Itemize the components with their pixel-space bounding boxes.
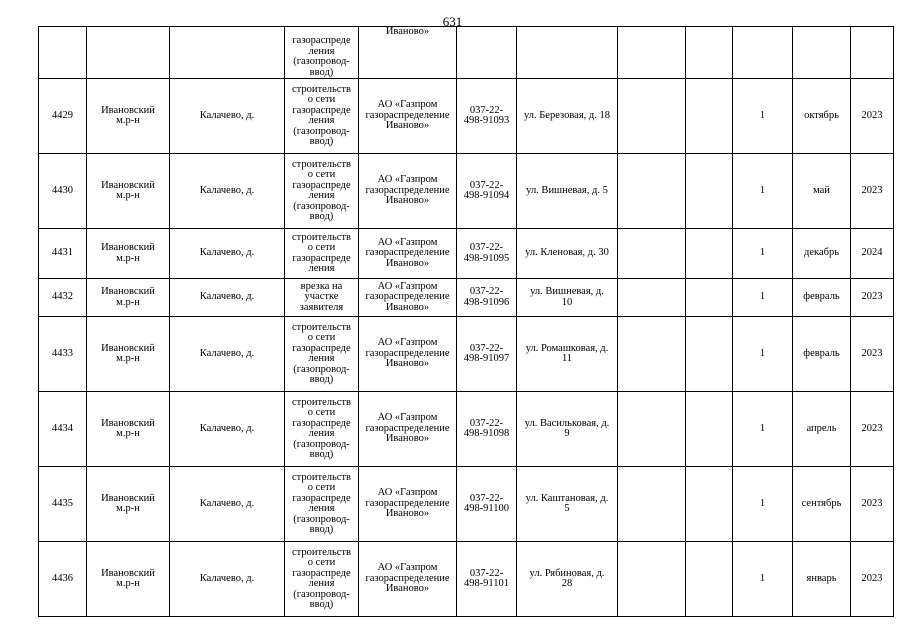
cell-work-type-line: ввод)	[309, 66, 334, 78]
cell-work-type-line: строительств	[292, 471, 351, 483]
cell-code-line: 498-91095	[463, 252, 510, 264]
cell-year: 2023	[851, 392, 894, 467]
cell-work-type-line: (газопровод-	[293, 363, 350, 375]
cell-organization-line: Иваново»	[385, 358, 430, 370]
cell-code-line: 498-91096	[463, 296, 510, 308]
cell-address	[517, 392, 618, 467]
cell-work-type-line: о сети	[307, 557, 336, 568]
table-row-continued	[39, 27, 894, 79]
cell-work-type-line: ввод)	[309, 211, 334, 222]
cell-address-line: ул. Березовая, д. 18	[524, 109, 610, 121]
cell-empty	[686, 392, 733, 467]
cell-empty	[618, 317, 686, 392]
cell-organization-line: газораспределение	[365, 497, 450, 509]
cell-empty	[170, 27, 285, 79]
cell-number: 4435	[39, 467, 87, 542]
cell-number: 4429	[39, 79, 87, 154]
cell-empty	[618, 79, 686, 154]
cell-count: 1	[733, 229, 793, 279]
cell-address	[517, 154, 618, 229]
cell-district	[87, 154, 170, 229]
cell-organization-line: газораспределение	[365, 247, 450, 259]
cell-district-line: Ивановский	[101, 104, 155, 116]
cell-work-type-line: ления	[308, 263, 335, 274]
cell-organization	[359, 317, 457, 392]
cell-work-type-line: строительств	[292, 546, 351, 558]
cell-organization-line: АО «Газпром	[377, 99, 438, 111]
cell-year: 2023	[851, 79, 894, 154]
cell-empty	[618, 467, 686, 542]
cell-work-type-line: строительств	[292, 231, 351, 243]
cell-work-type-line: газораспреде	[292, 35, 351, 46]
cell-organization-line: Иваново»	[385, 195, 430, 207]
cell-work-type	[285, 229, 359, 279]
cell-address-line: ул. Кленовая, д. 30	[525, 247, 609, 259]
cell-year: 2023	[851, 317, 894, 392]
cell-year: 2023	[851, 467, 894, 542]
cell-month: апрель	[793, 392, 851, 467]
table-row	[39, 542, 894, 617]
cell-empty	[618, 279, 686, 317]
cell-work-type-line: газораспреде	[292, 252, 351, 264]
cell-count: 1	[733, 542, 793, 617]
cell-address-line: ул. Васильковая, д.	[524, 417, 610, 429]
page-number: 631	[442, 14, 463, 29]
cell-code-line: 498-91094	[463, 190, 510, 201]
cell-work-type-line: ления	[308, 503, 335, 514]
cell-organization	[359, 467, 457, 542]
cell-address-line: 9	[564, 428, 570, 439]
cell-organization-line: АО «Газпром	[377, 174, 438, 186]
cell-district-line: м.р-н	[116, 115, 140, 126]
cell-address	[517, 229, 618, 279]
cell-work-type-line: ввод)	[309, 599, 334, 610]
cell-work-type-line: участке	[304, 291, 339, 303]
cell-empty	[618, 542, 686, 617]
cell-work-type-line: ввод)	[309, 136, 334, 147]
cell-work-type-line: ввод)	[309, 374, 334, 385]
cell-code-line: 037-22-	[469, 492, 504, 504]
cell-empty	[686, 467, 733, 542]
cell-work-type-line: газораспреде	[292, 492, 351, 504]
cell-month: февраль	[793, 317, 851, 392]
cell-work-type-line: о сети	[307, 407, 336, 418]
table-row	[39, 154, 894, 229]
cell-work-type	[285, 79, 359, 154]
cell-organization-line: газораспределение	[365, 347, 450, 359]
cell-district	[87, 467, 170, 542]
cell-locality: Калачево, д.	[170, 279, 285, 317]
cell-district	[87, 79, 170, 154]
cell-work-type	[285, 279, 359, 317]
cell-month: сентябрь	[793, 467, 851, 542]
cell-empty	[686, 27, 733, 79]
table-row	[39, 229, 894, 279]
cell-empty	[686, 229, 733, 279]
cell-work-type-line: ления	[308, 428, 335, 439]
cell-work-type-line: строительств	[292, 321, 351, 333]
cell-month: октябрь	[793, 79, 851, 154]
cell-work-type-line: (газопровод-	[293, 125, 350, 137]
cell-organization	[359, 392, 457, 467]
cell-number: 4436	[39, 542, 87, 617]
cell-work-type-line: (газопровод-	[293, 588, 350, 600]
cell-code	[457, 467, 517, 542]
cell-work-type-line: о сети	[307, 242, 336, 253]
cell-organization-line: газораспределение	[365, 184, 450, 196]
cell-work-type	[285, 317, 359, 392]
cell-code	[457, 229, 517, 279]
cell-organization-line: газораспределение	[365, 109, 450, 121]
cell-empty	[793, 27, 851, 79]
cell-district	[87, 542, 170, 617]
cell-code	[457, 317, 517, 392]
cell-address-line: ул. Рябиновая, д.	[529, 567, 605, 579]
cell-locality: Калачево, д.	[170, 542, 285, 617]
cell-district	[87, 279, 170, 317]
cell-empty	[733, 27, 793, 79]
cell-empty	[87, 27, 170, 79]
cell-count: 1	[733, 154, 793, 229]
table-body	[39, 27, 894, 617]
cell-district-line: м.р-н	[116, 252, 140, 264]
cell-number: 4430	[39, 154, 87, 229]
cell-district	[87, 229, 170, 279]
cell-district-line: Ивановский	[101, 179, 155, 191]
cell-locality: Калачево, д.	[170, 79, 285, 154]
cell-work-type-line: о сети	[307, 94, 336, 105]
cell-work-type-line: врезка на	[300, 280, 343, 292]
cell-code-line: 498-91098	[463, 428, 510, 439]
cell-code-line: 037-22-	[469, 242, 504, 253]
cell-district	[87, 317, 170, 392]
cell-work-type-line: газораспреде	[292, 104, 351, 116]
cell-code-line: 498-91100	[463, 503, 510, 514]
cell-month: январь	[793, 542, 851, 617]
cell-address	[517, 467, 618, 542]
cell-address-line: ул. Вишневая, д. 5	[526, 184, 608, 196]
cell-number: 4431	[39, 229, 87, 279]
cell-district-line: м.р-н	[116, 190, 140, 201]
cell-work-type-line: ления	[308, 45, 335, 57]
cell-work-type-line: газораспреде	[292, 567, 351, 579]
cell-empty	[686, 154, 733, 229]
table-row	[39, 467, 894, 542]
cell-district-line: м.р-н	[116, 353, 140, 364]
cell-count: 1	[733, 467, 793, 542]
cell-work-type-line: (газопровод-	[293, 56, 350, 67]
cell-organization-line: газораспределение	[365, 572, 450, 584]
cell-code-line: 037-22-	[469, 179, 504, 191]
works-table	[38, 26, 894, 617]
cell-empty	[851, 27, 894, 79]
cell-address-line: ул. Вишневая, д.	[530, 286, 604, 297]
cell-empty	[618, 154, 686, 229]
table-row	[39, 279, 894, 317]
cell-month: декабрь	[793, 229, 851, 279]
cell-locality: Калачево, д.	[170, 154, 285, 229]
cell-district-line: м.р-н	[116, 296, 140, 308]
cell-code-line: 498-91097	[463, 353, 510, 364]
cell-district-line: Ивановский	[101, 417, 155, 429]
cell-work-type-line: заявителя	[299, 301, 344, 313]
cell-year: 2024	[851, 229, 894, 279]
cell-address-line: 10	[561, 296, 573, 308]
cell-address	[517, 279, 618, 317]
cell-district-line: Ивановский	[101, 286, 155, 297]
cell-empty	[686, 542, 733, 617]
cell-work-type-line: (газопровод-	[293, 200, 350, 212]
cell-address	[517, 79, 618, 154]
cell-empty	[686, 79, 733, 154]
cell-work-type	[285, 27, 359, 79]
cell-code-line: 037-22-	[469, 286, 504, 297]
cell-code-line: 498-91101	[463, 578, 510, 589]
cell-empty	[39, 27, 87, 79]
cell-organization-line: Иваново»	[385, 583, 430, 595]
cell-district-line: Ивановский	[101, 567, 155, 579]
cell-code	[457, 279, 517, 317]
cell-work-type-line: ввод)	[309, 449, 334, 460]
cell-work-type	[285, 154, 359, 229]
cell-locality: Калачево, д.	[170, 392, 285, 467]
cell-district-line: Ивановский	[101, 342, 155, 354]
cell-code	[457, 542, 517, 617]
cell-organization-line: газораспределение	[365, 422, 450, 434]
cell-code	[457, 392, 517, 467]
cell-empty	[618, 392, 686, 467]
cell-address-line: ул. Каштановая, д.	[525, 492, 609, 504]
cell-year: 2023	[851, 279, 894, 317]
cell-organization-line: газораспределение	[365, 291, 450, 303]
cell-code-line: 037-22-	[469, 104, 504, 116]
cell-organization-line: АО «Газпром	[377, 280, 438, 292]
cell-empty	[517, 27, 618, 79]
cell-work-type-line: (газопровод-	[293, 513, 350, 525]
cell-work-type-line: о сети	[307, 169, 336, 180]
cell-month: февраль	[793, 279, 851, 317]
cell-work-type-line: ления	[308, 190, 335, 201]
cell-month: май	[793, 154, 851, 229]
cell-code-line: 037-22-	[469, 417, 504, 429]
cell-number: 4433	[39, 317, 87, 392]
cell-organization	[359, 27, 457, 79]
cell-address-line: 28	[561, 578, 573, 589]
cell-address-line: ул. Ромашковая, д.	[525, 342, 609, 354]
cell-work-type-line: о сети	[307, 332, 336, 343]
cell-work-type	[285, 467, 359, 542]
cell-district-line: м.р-н	[116, 428, 140, 439]
table-row	[39, 79, 894, 154]
cell-locality: Калачево, д.	[170, 317, 285, 392]
cell-organization-line: Иваново»	[385, 257, 430, 269]
cell-address-line: 5	[564, 503, 570, 514]
cell-district-line: Ивановский	[101, 492, 155, 504]
cell-count: 1	[733, 279, 793, 317]
cell-code	[457, 154, 517, 229]
cell-count: 1	[733, 317, 793, 392]
cell-organization-line: Иваново»	[385, 433, 430, 445]
cell-organization-line: АО «Газпром	[377, 412, 438, 424]
cell-number: 4434	[39, 392, 87, 467]
cell-work-type	[285, 392, 359, 467]
table-row	[39, 317, 894, 392]
cell-work-type	[285, 542, 359, 617]
cell-work-type-line: ления	[308, 578, 335, 589]
cell-empty	[686, 279, 733, 317]
cell-work-type-line: о сети	[307, 482, 336, 493]
cell-work-type-line: строительств	[292, 158, 351, 170]
cell-organization	[359, 154, 457, 229]
cell-organization	[359, 79, 457, 154]
cell-work-type-line: ввод)	[309, 524, 334, 535]
cell-organization-line: Иваново»	[385, 301, 430, 313]
cell-year: 2023	[851, 542, 894, 617]
cell-address	[517, 317, 618, 392]
cell-code-line: 498-91093	[463, 115, 510, 126]
cell-code	[457, 79, 517, 154]
cell-count: 1	[733, 79, 793, 154]
cell-work-type-line: строительств	[292, 83, 351, 95]
cell-empty	[618, 229, 686, 279]
cell-organization	[359, 279, 457, 317]
cell-locality: Калачево, д.	[170, 229, 285, 279]
cell-year: 2023	[851, 154, 894, 229]
cell-district-line: Ивановский	[101, 242, 155, 253]
cell-organization	[359, 542, 457, 617]
cell-organization-line: Иваново»	[385, 26, 430, 37]
cell-empty	[618, 27, 686, 79]
cell-work-type-line: ления	[308, 353, 335, 364]
cell-work-type-line: строительств	[292, 396, 351, 408]
cell-work-type-line: (газопровод-	[293, 438, 350, 450]
cell-organization-line: АО «Газпром	[377, 487, 438, 499]
cell-locality: Калачево, д.	[170, 467, 285, 542]
cell-work-type-line: ления	[308, 115, 335, 126]
cell-organization-line: АО «Газпром	[377, 562, 438, 574]
cell-organization-line: АО «Газпром	[377, 236, 438, 248]
table-row	[39, 392, 894, 467]
cell-address-line: 11	[561, 353, 573, 364]
cell-organization	[359, 229, 457, 279]
cell-empty	[457, 27, 517, 79]
cell-district-line: м.р-н	[116, 503, 140, 514]
cell-work-type-line: газораспреде	[292, 417, 351, 429]
cell-count: 1	[733, 392, 793, 467]
cell-work-type-line: газораспреде	[292, 179, 351, 191]
cell-organization-line: Иваново»	[385, 508, 430, 520]
cell-number: 4432	[39, 279, 87, 317]
cell-district	[87, 392, 170, 467]
cell-code-line: 037-22-	[469, 567, 504, 579]
cell-organization-line: АО «Газпром	[377, 337, 438, 349]
cell-district-line: м.р-н	[116, 578, 140, 589]
cell-work-type-line: газораспреде	[292, 342, 351, 354]
cell-empty	[686, 317, 733, 392]
cell-code-line: 037-22-	[469, 342, 504, 354]
cell-organization-line: Иваново»	[385, 120, 430, 132]
cell-address	[517, 542, 618, 617]
